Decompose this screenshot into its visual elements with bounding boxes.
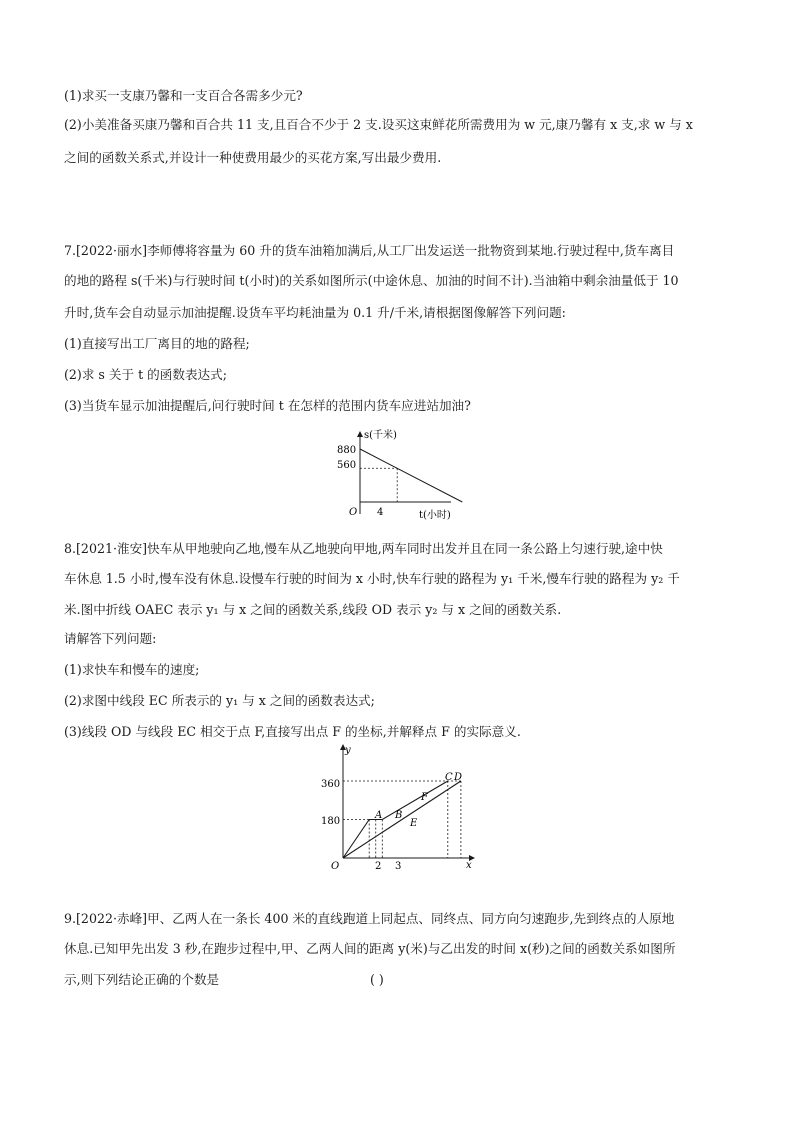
q9-stem-line2: 休息.已知甲先出发 3 秒,在跑步过程中,甲、乙两人间的距离 y(米)与乙出发的时间 x(秒)之间的函数关系如图所 [64, 941, 676, 956]
q7-part1: (1)直接写出工厂离目的地的路程; [64, 336, 250, 351]
q9-stem-line3: 示,则下列结论正确的个数是 [64, 972, 220, 987]
chart2-tick-360: 360 [321, 779, 341, 790]
chart2-tick-2: 2 [375, 861, 382, 872]
q6-part2: (2)小美准备买康乃馨和百合共 11 支,且百合不少于 2 支.设买这束鲜花所需费用为 w 元,康乃馨有 x 支,求 w 与 x [64, 117, 693, 132]
q7-stem-line1: 7.[2022·丽水]李师傅将容量为 60 升的货车油箱加满后,从工厂出发运送一批物资到某地.行驶过程中,货车离目 [64, 243, 675, 258]
q8-stem-line3: 米.图中折线 OAEC 表示 y₁ 与 x 之间的函数关系,线段 OD 表示 y₂ 与 x 之间的函数关系. [64, 602, 562, 617]
chart1-xlabel: t(小时) [419, 510, 451, 521]
chart1-series-line [360, 449, 462, 502]
q8-part3: (3)线段 OD 与线段 EC 相交于点 F,直接写出点 F 的坐标,并解释点 F 的实际意义. [64, 724, 521, 739]
chart2-origin: O [331, 861, 340, 872]
q6-part2-cont: 之间的函数关系式,并设计一种使费用最少的买花方案,写出最少费用. [64, 150, 442, 165]
chart-q7-distance-time [333, 428, 463, 524]
chart2-tick-180: 180 [321, 816, 341, 827]
chart2-point-F: F [421, 792, 428, 803]
q7-stem-line3: 升时,货车会自动显示加油提醒.设货车平均耗油量为 0.1 升/千米,请根据图像解答下列问题: [64, 305, 566, 320]
chart2-xlabel: x [466, 860, 472, 871]
chart2-point-C: C [445, 772, 453, 783]
chart-q8-distance-time [314, 742, 478, 878]
chart1-tick-4: 4 [377, 507, 384, 518]
q8-stem-line1: 8.[2021·淮安]快车从甲地驶向乙地,慢车从乙地驶向甲地,两车同时出发并且在同一条公路上匀速行驶,途中快 [64, 541, 663, 556]
q7-part3: (3)当货车显示加油提醒后,问行驶时间 t 在怎样的范围内货车应进站加油? [64, 398, 471, 413]
q8-part1: (1)求快车和慢车的速度; [64, 662, 200, 677]
q8-stem-line2: 车休息 1.5 小时,慢车没有休息.设慢车行驶的时间为 x 小时,快车行驶的路程为 y₁ 千米,慢车行驶的路程为 y₂ 千 [64, 571, 680, 586]
chart2-tick-3: 3 [395, 861, 402, 872]
chart1-tick-560: 560 [337, 460, 357, 471]
chart2-ylabel: y [345, 745, 351, 756]
q7-stem-line2: 的地的路程 s(千米)与行驶时间 t(小时)的关系如图所示(中途休息、加油的时间不计).当油箱中剩余油量低于 10 [64, 273, 679, 288]
chart2-point-D: D [454, 772, 463, 783]
q6-part1: (1)求买一支康乃馨和一支百合各需多少元? [64, 88, 303, 103]
q8-part2: (2)求图中线段 EC 所表示的 y₁ 与 x 之间的函数表达式; [64, 693, 375, 708]
chart2-point-A: A [375, 810, 383, 821]
chart2-point-E: E [410, 818, 418, 829]
q7-part2: (2)求 s 关于 t 的函数表达式; [64, 367, 227, 382]
chart1-origin: O [349, 507, 358, 518]
q9-answer-blank: ( ) [370, 972, 384, 987]
chart2-point-B: B [395, 810, 403, 821]
q9-stem-line1: 9.[2022·赤峰]甲、乙两人在一条长 400 米的直线跑道上同起点、同终点、同方向匀速跑步,先到终点的人原地 [64, 911, 675, 926]
chart1-ylabel: s(千米) [364, 430, 397, 441]
chart1-tick-880: 880 [337, 445, 357, 456]
q8-instruction: 请解答下列问题: [64, 631, 157, 646]
